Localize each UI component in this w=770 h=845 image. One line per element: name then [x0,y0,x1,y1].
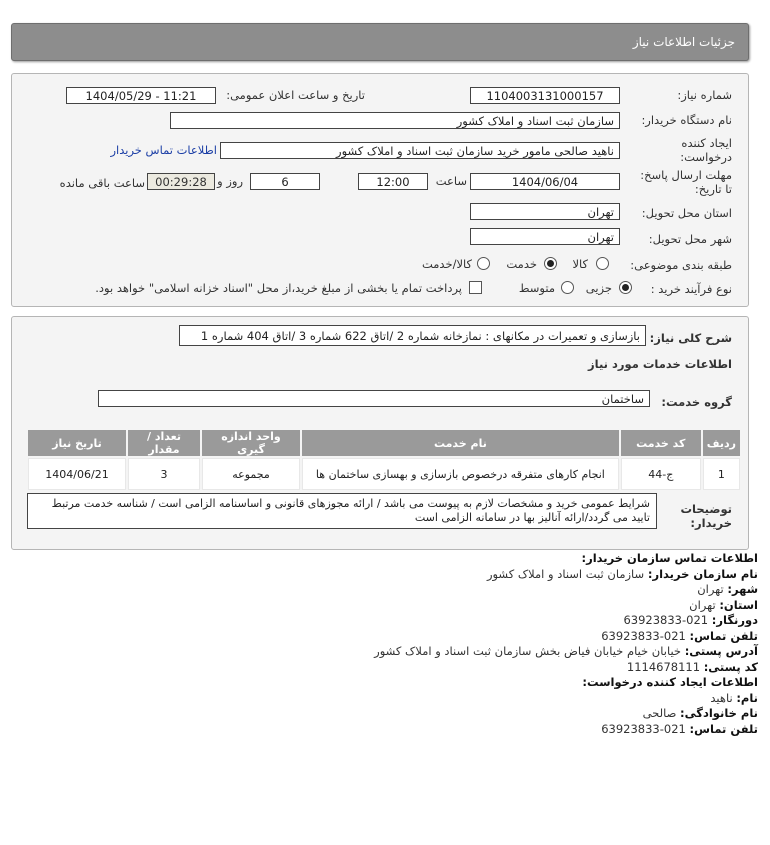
service-group-label: گروه خدمت: [661,395,732,409]
process-radio-partial[interactable] [619,281,632,294]
creator-name-line: نام: ناهید [710,690,758,705]
city-label: شهر محل تحویل: [648,232,732,246]
col-unit-header: واحد اندازه گیری [202,430,300,456]
cell-code: ج-44 [621,458,701,490]
table-row [28,458,740,490]
city-field: تهران [470,228,620,245]
contact-province-line: استان: تهران [689,597,758,612]
process-label: نوع فرآیند خرید : [650,282,732,296]
contact-heading: اطلاعات تماس سازمان خریدار: [581,551,758,565]
remaining-label: ساعت باقی مانده [59,176,145,190]
category-radio-goods-service[interactable] [477,257,490,270]
services-heading: اطلاعات خدمات مورد نیاز [588,357,732,371]
category-radio-service[interactable] [544,257,557,270]
creator-label-1: ایجاد کننده [681,136,732,150]
announce-label: تاریخ و ساعت اعلان عمومی: [226,88,365,102]
contact-address-line: آدرس پستی: خیابان خیام خیابان فیاض بخش سازمان ثبت اسناد و املاک کشور [374,644,758,658]
cell-date: 1404/06/21 [28,458,126,490]
col-name-header: نام خدمت [302,430,619,456]
notes-field: شرایط عمومی خرید و مشخصات لازم به پیوست می باشد / ارائه مجوزهای قانونی و اساسنامه الزامی است / شناسه خدمت مرتبط تایید می گردد/ارائه آنالیز بها در سامانه الزامی است [27,493,657,529]
category-option-goods-service: کالا/خدمت [421,257,472,271]
deadline-date-field: 1404/06/04 [470,173,620,190]
creator-field: ناهید صالحی مامور خرید سازمان ثبت اسناد و املاک کشور [220,142,620,159]
category-radio-goods[interactable] [596,257,609,270]
table-header-row [28,430,740,456]
cell-row: 1 [703,458,740,490]
process-radio-medium[interactable] [561,281,574,294]
creator-phone-line: تلفن تماس: 021-63923833 [601,721,758,736]
buyer-contact-info [18,551,758,737]
province-label: استان محل تحویل: [641,206,732,220]
page-title: جزئیات اطلاعات نیاز [632,35,735,49]
deadline-label-2: تا تاریخ: [694,182,732,196]
summary-field: بازسازی و تعمیرات در مکانهای : نمازخانه شماره 2 /اتاق 622 شماره 3 /اتاق 404 شماره 1 [179,325,646,346]
services-table-wrap [26,428,742,492]
days-label: روز و [217,174,243,188]
process-option-medium: متوسط [518,281,555,295]
payment-note: پرداخت تمام یا بخشی از مبلغ خرید،از محل "اسناد خزانه اسلامی" خواهد بود. [95,281,462,295]
contact-phone-line: تلفن تماس: 021-63923833 [601,628,758,643]
cell-qty: 3 [128,458,200,490]
cell-unit: مجموعه [202,458,300,490]
contact-fax-line: دورنگار: 021-63923833 [623,613,758,627]
contact-postal-line: کد پستی: 1114678111 [626,659,758,674]
creator-label-2: درخواست: [680,150,732,164]
category-label: طبقه بندی موضوعی: [630,258,732,272]
col-row-header: ردیف [703,430,740,456]
need-number-label: شماره نیاز: [677,88,732,102]
deadline-time-label: ساعت [435,174,467,188]
deadline-time-field: 12:00 [358,173,428,190]
cell-name: انجام کارهای متفرقه درخصوص بازسازی و بهسازی ساختمان ها [302,458,619,490]
province-field: تهران [470,203,620,220]
need-number-field: 1104003131000157 [470,87,620,104]
contact-city-line: شهر: تهران [697,582,758,596]
creator-family-line: نام خانوادگی: صالحی [642,706,758,720]
creator-heading: اطلاعات ایجاد کننده درخواست: [582,675,758,689]
page-title-bar [11,23,749,61]
buyer-org-label: نام دستگاه خریدار: [641,113,732,127]
category-option-service: خدمت [506,257,537,271]
summary-label: شرح کلی نیاز: [649,331,732,345]
buyer-org-field: سازمان ثبت اسناد و املاک کشور [170,112,620,129]
notes-label-2: خریدار: [690,516,732,530]
notes-label-1: توضیحات [680,502,732,516]
announce-field: 1404/05/29 - 11:21 [66,87,216,104]
col-qty-header: تعداد / مقدار [128,430,200,456]
process-option-partial: جزیی [585,281,612,295]
services-table [26,428,742,492]
service-group-field: ساختمان [98,390,650,407]
payment-checkbox[interactable] [469,281,482,294]
col-code-header: کد خدمت [621,430,701,456]
buyer-contact-link[interactable]: اطلاعات تماس خریدار [110,143,217,157]
category-option-goods: کالا [572,257,588,271]
remaining-timer: 00:29:28 [147,173,215,190]
deadline-label-1: مهلت ارسال پاسخ: [640,168,732,182]
col-date-header: تاریخ نیاز [28,430,126,456]
contact-org-line: نام سازمان خریدار: سازمان ثبت اسناد و املاک کشور [486,566,758,581]
days-field: 6 [250,173,320,190]
